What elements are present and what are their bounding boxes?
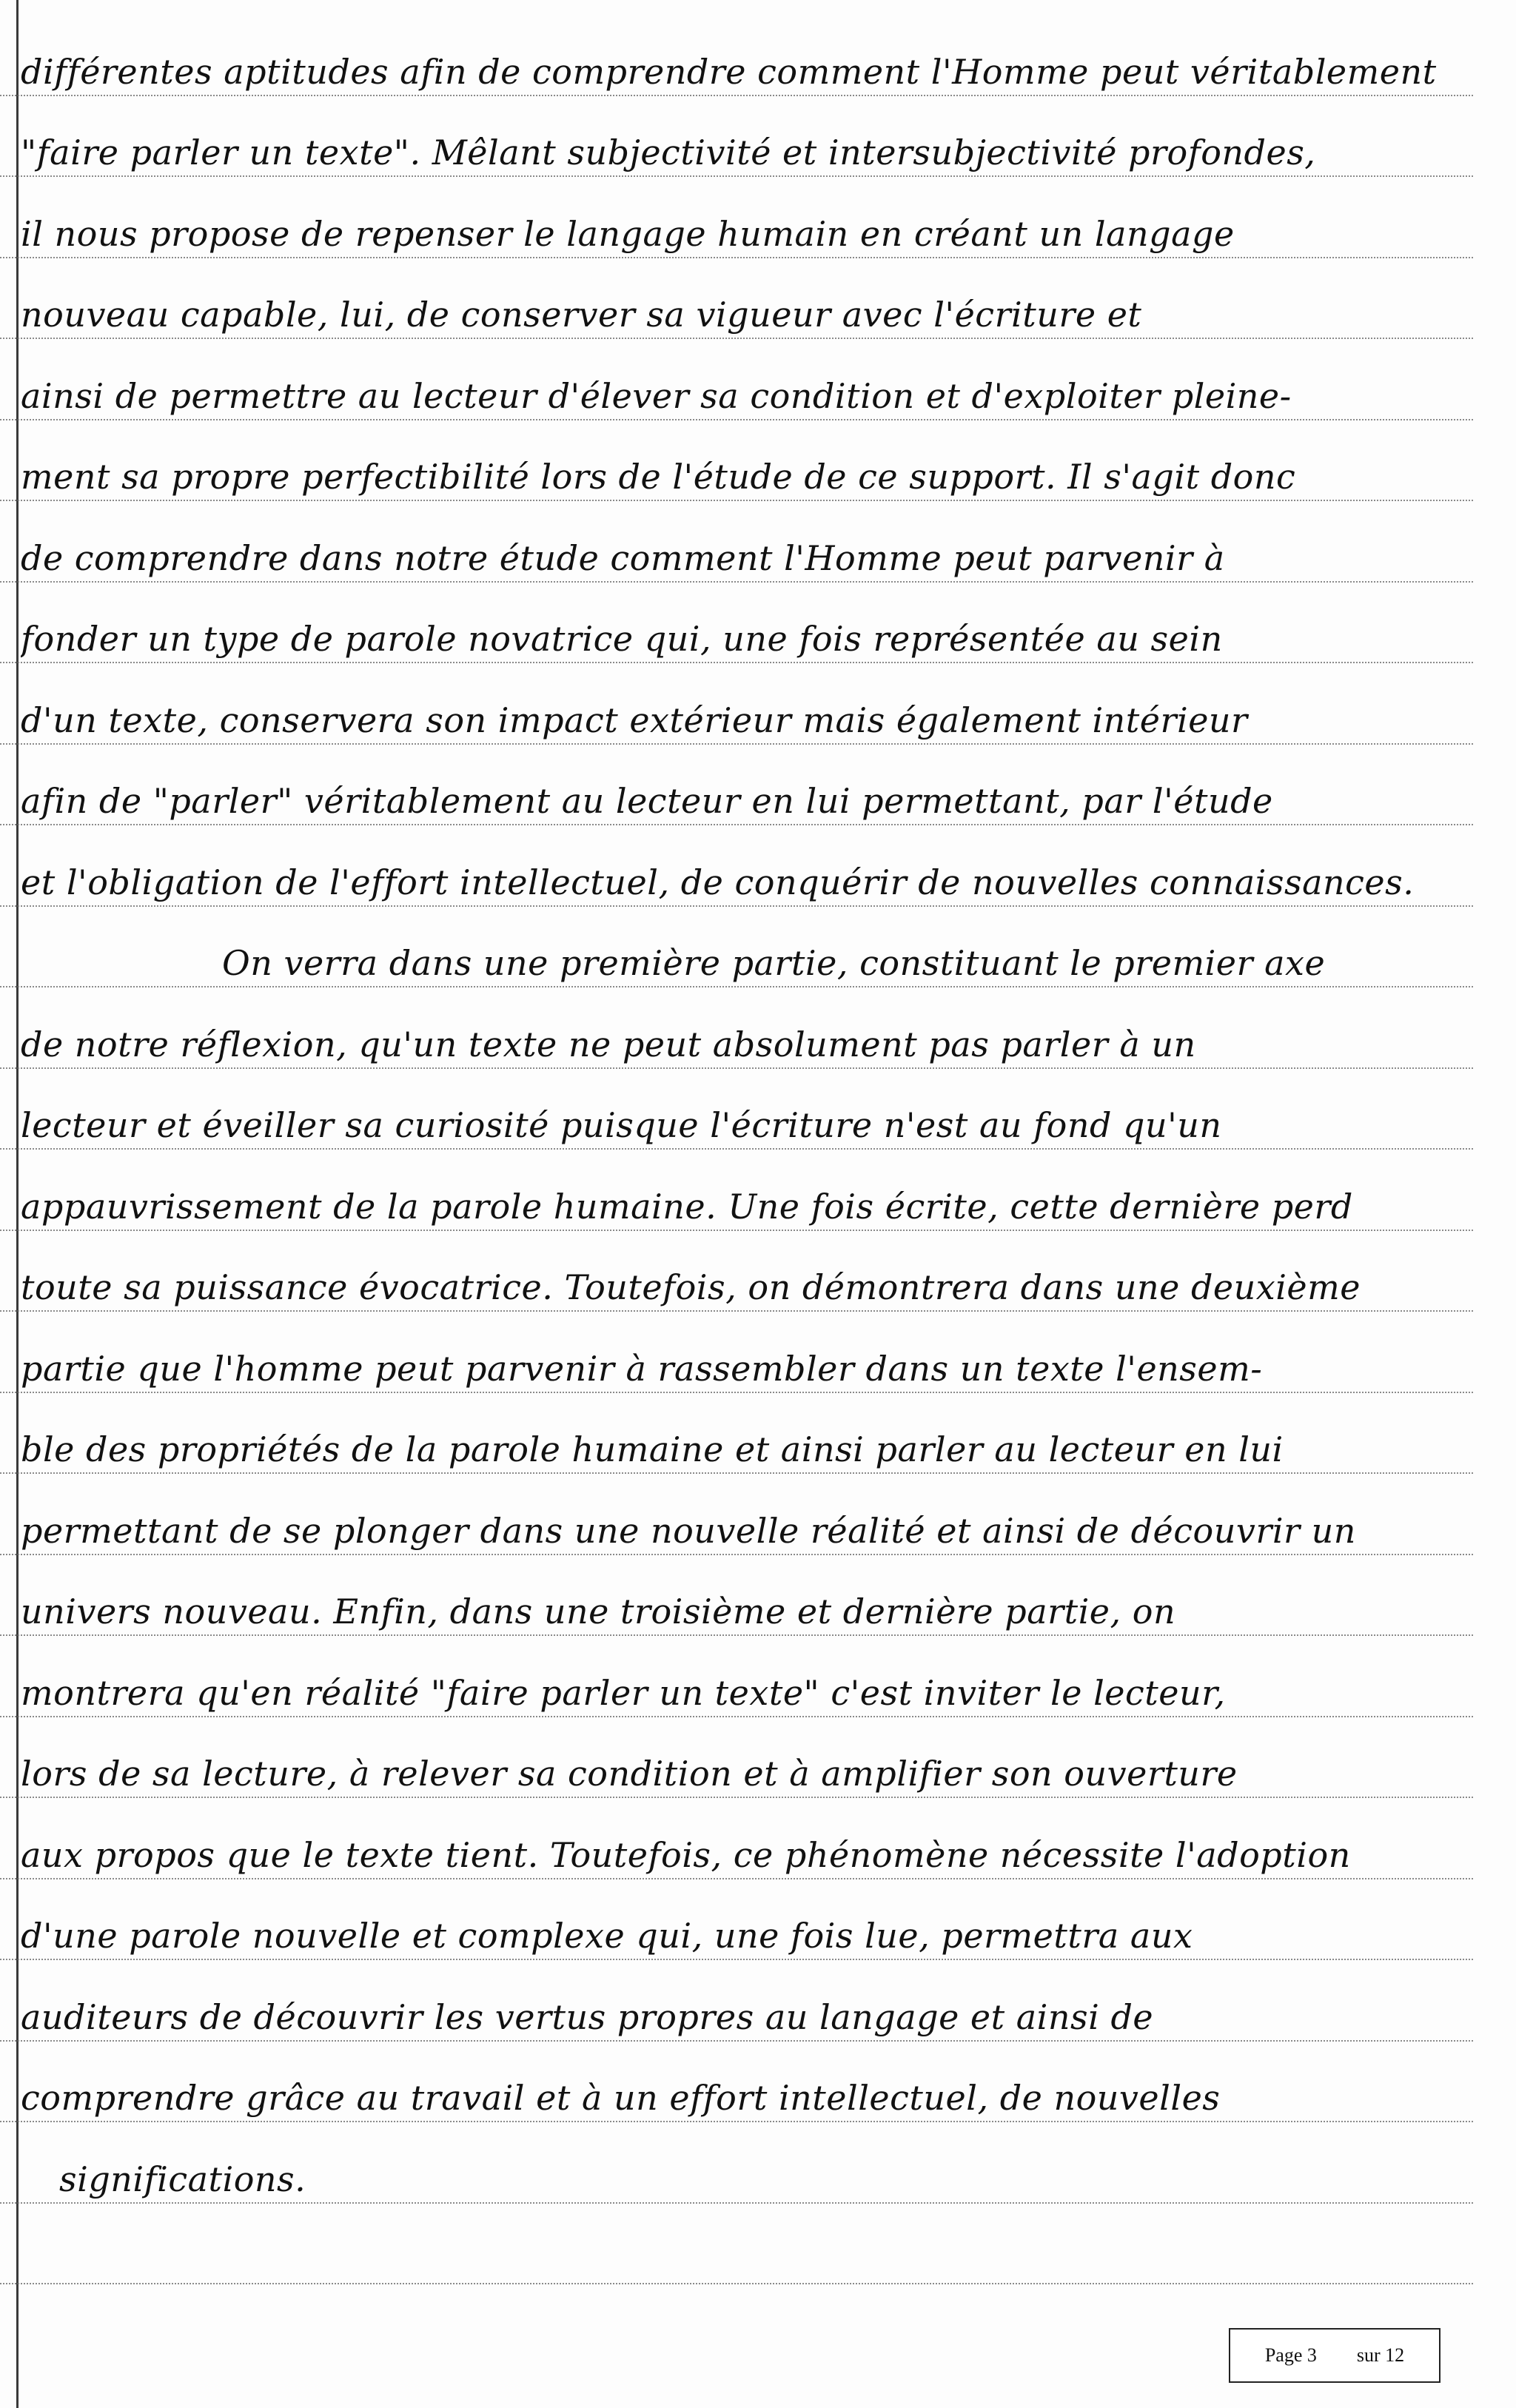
handwritten-line: aux propos que le texte tient. Toutefois, ce phénomène nécessite l'adoption	[21, 1834, 1351, 1875]
handwritten-line: lecteur et éveiller sa curiosité puisque l'écriture n'est au fond qu'un	[21, 1105, 1222, 1145]
handwritten-line: significations.	[59, 2159, 306, 2199]
ruled-line	[0, 2283, 1473, 2284]
handwritten-line: différentes aptitudes afin de comprendre comment l'Homme peut véritablement	[21, 51, 1437, 92]
handwritten-line: et l'obligation de l'effort intellectuel, de conquérir de nouvelles connaissances.	[21, 862, 1415, 902]
handwritten-line: toute sa puissance évocatrice. Toutefois, on démontrera dans une deuxième	[21, 1267, 1361, 1307]
handwritten-line: lors de sa lecture, à relever sa condition et à amplifier son ouverture	[21, 1754, 1238, 1794]
page-number-box	[1229, 2328, 1440, 2383]
handwritten-line: fonder un type de parole novatrice qui, une fois représentée au sein	[21, 619, 1223, 659]
handwritten-line: il nous propose de repenser le langage humain en créant un langage	[21, 213, 1235, 254]
handwritten-line: de notre réflexion, qu'un texte ne peut absolument pas parler à un	[21, 1024, 1196, 1064]
handwritten-line: ble des propriétés de la parole humaine et ainsi parler au lecteur en lui	[21, 1429, 1284, 1469]
page-total-label: sur 12	[1356, 2344, 1405, 2366]
handwritten-line: univers nouveau. Enfin, dans une troisième et dernière partie, on	[21, 1592, 1176, 1631]
handwritten-line: ment sa propre perfectibilité lors de l'étude de ce support. Il s'agit donc	[21, 457, 1296, 497]
handwritten-line: "faire parler un texte". Mêlant subjectivité et intersubjectivité profondes,	[21, 133, 1316, 172]
handwritten-line: appauvrissement de la parole humaine. Une fois écrite, cette dernière perd	[21, 1186, 1353, 1227]
handwritten-line: nouveau capable, lui, de conserver sa vigueur avec l'écriture et	[21, 295, 1142, 335]
handwritten-line: auditeurs de découvrir les vertus propres au langage et ainsi de	[21, 1996, 1154, 2037]
handwritten-line: comprendre grâce au travail et à un effort intellectuel, de nouvelles	[21, 2078, 1221, 2118]
handwritten-line: partie que l'homme peut parvenir à rassembler dans un texte l'ensem-	[21, 1348, 1263, 1389]
handwritten-line: de comprendre dans notre étude comment l'Homme peut parvenir à	[21, 537, 1225, 578]
handwritten-line: ainsi de permettre au lecteur d'élever sa condition et d'exploiter pleine-	[21, 375, 1292, 416]
handwritten-line: permettant de se plonger dans une nouvelle réalité et ainsi de découvrir un	[21, 1510, 1356, 1551]
handwritten-line: d'un texte, conservera son impact extérieur mais également intérieur	[21, 700, 1248, 740]
page-number-label: Page 3	[1264, 2344, 1317, 2366]
handwritten-line: montrera qu'en réalité "faire parler un texte" c'est inviter le lecteur,	[21, 1672, 1226, 1713]
handwritten-line: afin de "parler" véritablement au lecteur en lui permettant, par l'étude	[21, 781, 1273, 821]
handwritten-line: On verra dans une première partie, constituant le premier axe	[222, 943, 1326, 983]
handwritten-line: d'une parole nouvelle et complexe qui, une fois lue, permettra aux	[21, 1916, 1193, 1956]
